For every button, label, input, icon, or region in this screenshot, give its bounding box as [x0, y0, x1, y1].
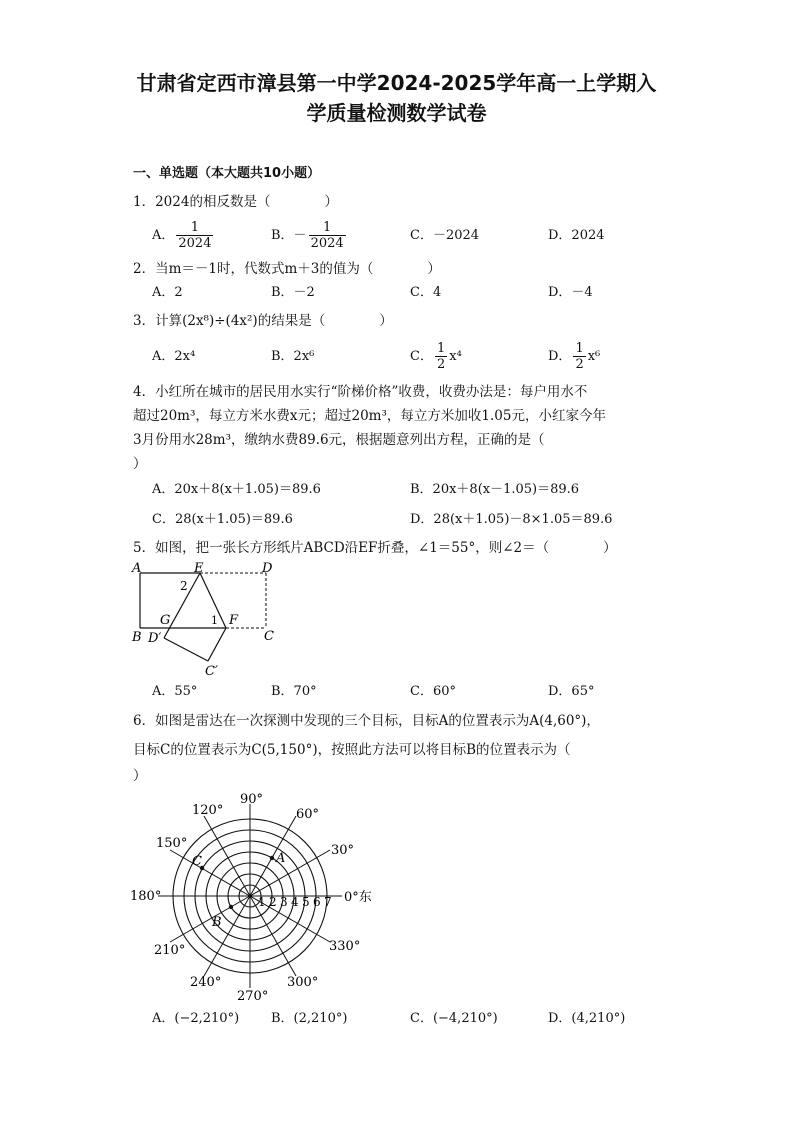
- ray-150: [170, 850, 250, 896]
- q3-d-num: 1: [575, 341, 584, 356]
- title-line-1: 甘肃省定西市漳县第一中学2024-2025学年高一上学期入: [136, 71, 657, 95]
- target-b-label: B: [212, 915, 222, 930]
- q3-c-num: 1: [436, 341, 446, 356]
- ring-num-3: 3: [280, 895, 288, 909]
- question-1-stem: 1．2024的相反数是（ ）: [133, 194, 338, 210]
- target-a-dot: [270, 856, 274, 860]
- section-heading: 一、单选题（本大题共10小题）: [133, 166, 321, 181]
- ray-240: [204, 896, 250, 976]
- q1-a-fraction: [176, 220, 213, 251]
- angle-300: 300°: [287, 975, 319, 990]
- label-c-prime: C′: [205, 664, 218, 679]
- ring-num-4: 4: [291, 895, 299, 909]
- ring-num-1: 1: [258, 895, 266, 909]
- question-3-stem: 3．计算(2x⁸)÷(4x²)的结果是（ ）: [133, 313, 393, 329]
- q5-option-c: C．60°: [410, 684, 456, 699]
- ring-num-5: 5: [302, 895, 310, 909]
- question-6-line-1: 6．如图是雷达在一次探测中发现的三个目标，目标A的位置表示为A(4,60°)，: [133, 713, 600, 729]
- angle-270: 270°: [237, 989, 269, 1004]
- question-4-line-3: 3月份用水28m³，缴纳水费89.6元，根据题意列出方程，正确的是（: [133, 432, 545, 448]
- q6-option-c: C．(−4,210°): [410, 1011, 498, 1026]
- angle-150: 150°: [156, 836, 188, 851]
- angle-210: 210°: [154, 943, 186, 958]
- label-e: E: [194, 561, 204, 576]
- q4-option-a: A．20x＋8(x＋1.05)＝89.6: [152, 482, 321, 497]
- angle-2-label: 2: [180, 579, 188, 593]
- q3-c-label: C．: [410, 349, 433, 364]
- question-4-line-4: ）: [133, 456, 147, 472]
- ring-numbers: [258, 895, 332, 909]
- q3-c-post: x⁴: [449, 349, 462, 364]
- q3-c-den: 2: [436, 357, 446, 372]
- q3-d-post: x⁶: [587, 349, 601, 364]
- label-f: F: [229, 613, 239, 628]
- q2-option-b: B．－2: [271, 285, 315, 300]
- edge-cprime-f: [208, 628, 226, 661]
- label-c: C: [264, 629, 274, 644]
- label-d-prime: D′: [148, 631, 162, 646]
- ring-num-2: 2: [269, 895, 277, 909]
- q4-option-b: B．20x＋8(x－1.05)＝89.6: [410, 482, 580, 497]
- q1-option-a: [152, 220, 215, 251]
- label-a: A: [132, 561, 142, 576]
- q5-option-b: B．70°: [271, 684, 317, 699]
- fold-figure: [128, 558, 288, 680]
- label-d: D: [262, 561, 273, 576]
- exam-title: [60, 68, 733, 128]
- angle-120: 120°: [192, 803, 224, 818]
- question-6-line-3: ）: [133, 768, 147, 784]
- q1-b-den: 2024: [310, 236, 344, 251]
- q1-b-num: 1: [309, 220, 346, 236]
- ring-num-7: 7: [324, 895, 332, 909]
- angle-30: 30°: [331, 843, 355, 858]
- title-line-2: 学质量检测数学试卷: [306, 101, 487, 125]
- q5-option-a: A．55°: [152, 684, 198, 699]
- label-b: B: [132, 630, 142, 645]
- ring-num-6: 6: [313, 895, 321, 909]
- q2-option-d: D．－4: [548, 285, 593, 300]
- edge-dprime-cprime: [164, 638, 208, 661]
- q6-option-b: B．(2,210°): [271, 1011, 348, 1026]
- q6-option-d: D．(4,210°): [548, 1011, 626, 1026]
- angle-1-label: 1: [211, 614, 218, 627]
- q3-option-c: [410, 341, 462, 372]
- q3-d-den: 2: [575, 357, 584, 372]
- q1-b-label: B．－: [271, 228, 307, 243]
- target-c-label: C: [192, 854, 202, 869]
- q1-option-c: C．－2024: [410, 228, 480, 243]
- q3-d-fraction: [573, 341, 585, 372]
- q1-a-num: 1: [176, 220, 213, 236]
- q1-option-d: D．2024: [548, 228, 605, 243]
- label-g: G: [160, 613, 171, 628]
- q1-a-label: A．: [152, 228, 175, 243]
- angle-90: 90°: [240, 792, 264, 807]
- q1-option-b: [271, 220, 348, 251]
- q1-a-den: 2024: [178, 236, 212, 251]
- angle-240: 240°: [190, 975, 222, 990]
- q3-option-b: B．2x⁶: [271, 349, 315, 364]
- ray-120: [204, 816, 250, 896]
- ray-30: [250, 850, 330, 896]
- radar-figure: [128, 788, 388, 1008]
- ray-210: [170, 896, 250, 942]
- question-5-stem: 5．如图，把一张长方形纸片ABCD沿EF折叠，∠1＝55°，则∠2＝（ ）: [133, 540, 617, 556]
- q2-option-c: C．4: [410, 285, 442, 300]
- q6-option-a: A．(−2,210°): [152, 1011, 240, 1026]
- angle-180: 180°: [130, 889, 162, 904]
- q3-option-a: A．2x⁴: [152, 349, 196, 364]
- angle-330: 330°: [329, 939, 361, 954]
- angle-60: 60°: [296, 807, 320, 822]
- q5-option-d: D．65°: [548, 684, 595, 699]
- question-2-stem: 2．当m＝－1时，代数式m＋3的值为（ ）: [133, 261, 441, 277]
- question-4-line-1: 4．小红所在城市的居民用水实行“阶梯价格”收费，收费办法是：每户用水不: [133, 384, 588, 400]
- q1-b-fraction: [309, 220, 346, 251]
- q4-option-c: C．28(x＋1.05)＝89.6: [152, 512, 293, 527]
- q3-option-d: [548, 341, 600, 372]
- q3-d-label: D．: [548, 349, 572, 364]
- q3-c-fraction: [435, 341, 447, 372]
- angle-0-east: 0°东: [344, 890, 372, 905]
- q2-option-a: A．2: [152, 285, 183, 300]
- ray-60: [250, 816, 296, 896]
- question-4-line-2: 超过20m³，每立方米水费x元；超过20m³，每立方米加收1.05元，小红家今年: [133, 408, 606, 424]
- target-b-dot: [229, 905, 233, 909]
- target-a-label: A: [276, 851, 286, 866]
- question-6-line-2: 目标C的位置表示为C(5,150°)，按照此方法可以将目标B的位置表示为（: [133, 742, 571, 758]
- q4-option-d: D．28(x＋1.05)－8×1.05＝89.6: [410, 512, 613, 527]
